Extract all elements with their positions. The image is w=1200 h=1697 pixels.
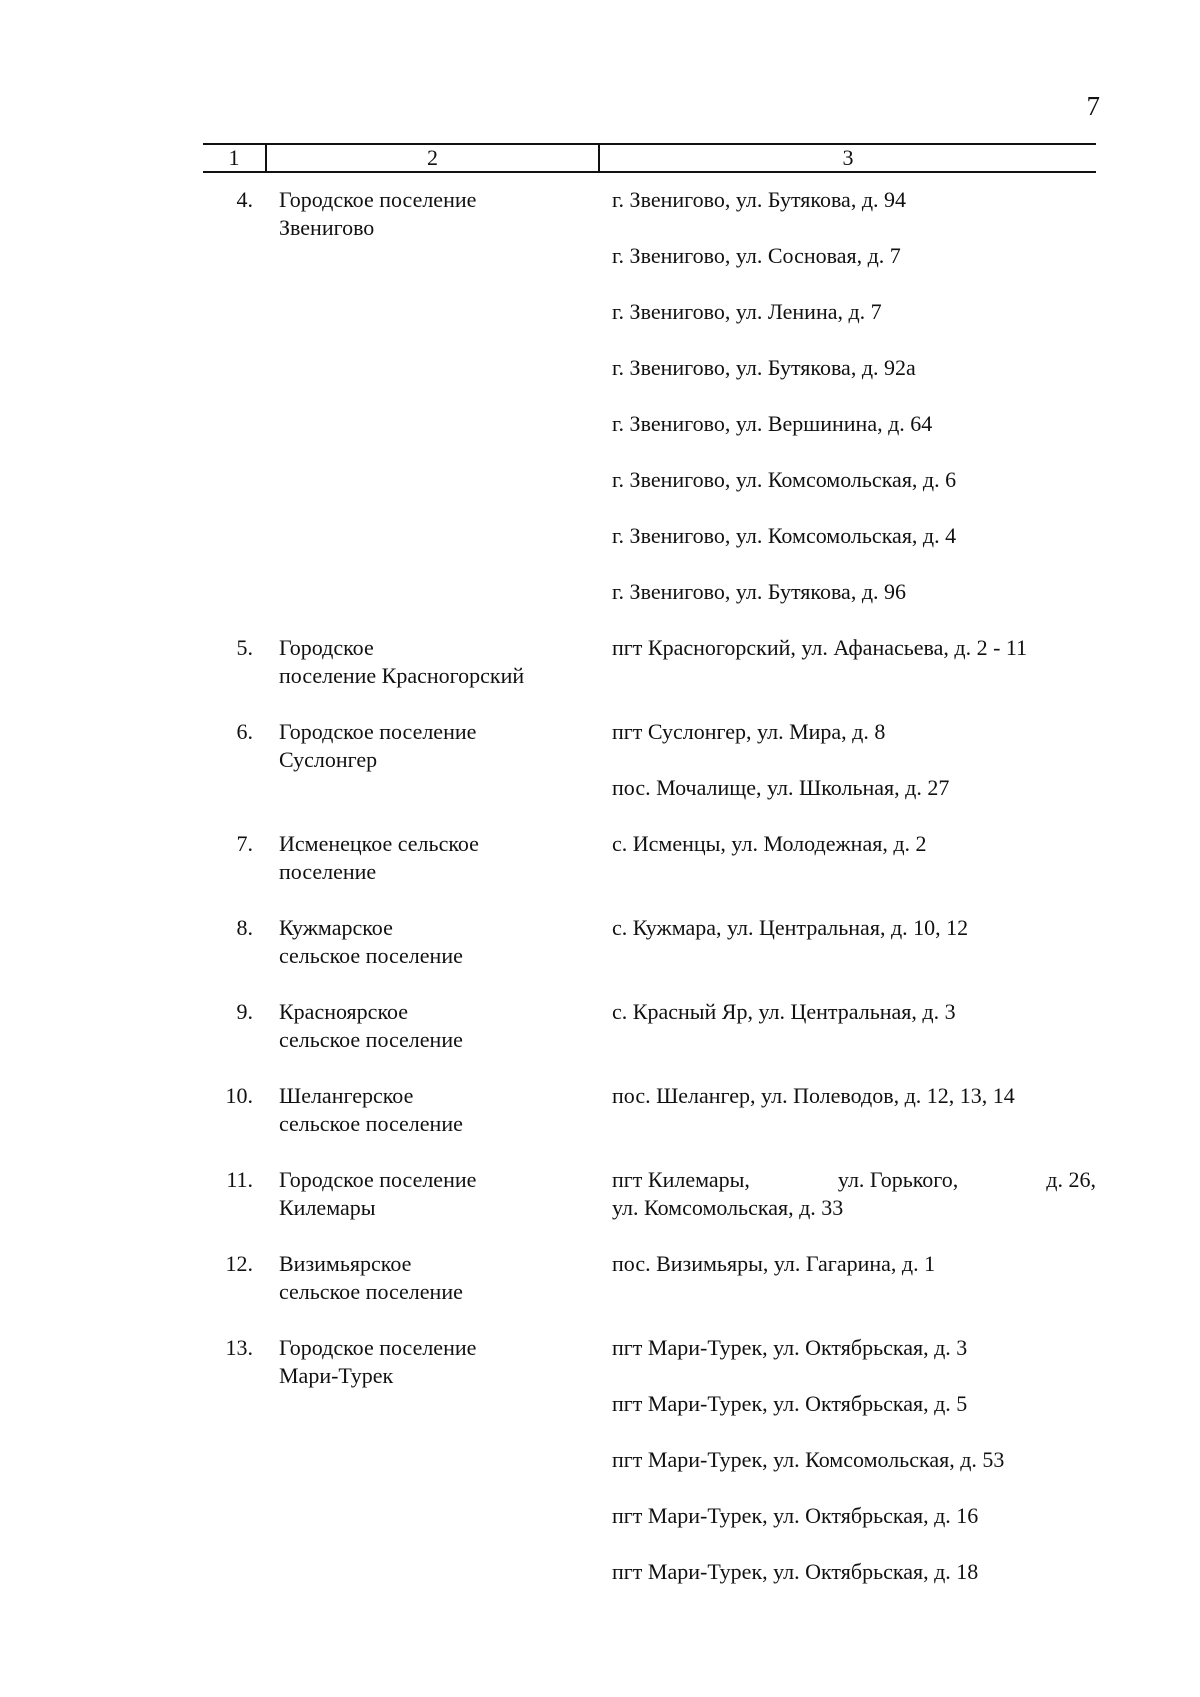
settlement-name bbox=[267, 1334, 600, 1390]
address-line: пгт Мари-Турек, ул. Октябрьская, д. 3 bbox=[612, 1335, 968, 1360]
address-part: д. 26, bbox=[1046, 1167, 1096, 1192]
address-list bbox=[600, 1250, 1096, 1278]
address-line bbox=[612, 1166, 1096, 1194]
table-row bbox=[203, 830, 1096, 886]
row-number: 4. bbox=[236, 187, 253, 212]
address-line: пос. Шелангер, ул. Полеводов, д. 12, 13, 14 bbox=[612, 1083, 1015, 1108]
settlement-name-line: Исменецкое сельское bbox=[279, 831, 479, 856]
row-number: 8. bbox=[236, 915, 253, 940]
address-list bbox=[600, 186, 1096, 606]
settlement-name bbox=[267, 1082, 600, 1138]
settlement-name bbox=[267, 186, 600, 242]
table-row bbox=[203, 186, 1096, 606]
address-line: пос. Мочалище, ул. Школьная, д. 27 bbox=[612, 775, 950, 800]
address-line: пос. Визимьяры, ул. Гагарина, д. 1 bbox=[612, 1251, 936, 1276]
table-header bbox=[203, 143, 1096, 173]
address-list bbox=[600, 1334, 1096, 1586]
settlement-name-line: Визимьярское bbox=[279, 1251, 412, 1276]
address-line: с. Красный Яр, ул. Центральная, д. 3 bbox=[612, 999, 956, 1024]
table-row bbox=[203, 718, 1096, 802]
settlement-name-line: Городское bbox=[279, 635, 374, 660]
table-row bbox=[203, 914, 1096, 970]
address-line: г. Звенигово, ул. Комсомольская, д. 6 bbox=[612, 467, 957, 492]
address-part: ул. Горького, bbox=[837, 1167, 959, 1192]
header-col-1: 1 bbox=[203, 145, 267, 171]
address-part: пгт Килемары, bbox=[612, 1167, 750, 1192]
table-row bbox=[203, 1166, 1096, 1222]
settlement-name-line: Килемары bbox=[279, 1195, 376, 1220]
settlement-name bbox=[267, 998, 600, 1054]
row-number: 5. bbox=[236, 635, 253, 660]
settlement-name-line: поселение Красногорский bbox=[279, 663, 525, 688]
address-line: г. Звенигово, ул. Ленина, д. 7 bbox=[612, 299, 882, 324]
settlement-name-line: Шелангерское bbox=[279, 1083, 414, 1108]
address-line: пгт Красногорский, ул. Афанасьева, д. 2 - 11 bbox=[612, 635, 1028, 660]
address-line: ул. Комсомольская, д. 33 bbox=[612, 1195, 844, 1220]
row-number: 9. bbox=[236, 999, 253, 1024]
header-col-2: 2 bbox=[267, 145, 600, 171]
settlement-name-line: Городское поселение bbox=[279, 719, 477, 744]
settlement-name-line: сельское поселение bbox=[279, 1027, 463, 1052]
address-list bbox=[600, 634, 1096, 662]
settlement-name bbox=[267, 914, 600, 970]
address-line: г. Звенигово, ул. Бутякова, д. 96 bbox=[612, 579, 907, 604]
address-list bbox=[600, 718, 1096, 802]
table-body bbox=[203, 186, 1096, 1614]
address-line: пгт Суслонгер, ул. Мира, д. 8 bbox=[612, 719, 886, 744]
address-line: с. Исменцы, ул. Молодежная, д. 2 bbox=[612, 831, 927, 856]
settlement-name-line: сельское поселение bbox=[279, 1111, 463, 1136]
settlement-name-line: Звенигово bbox=[279, 215, 375, 240]
address-list bbox=[600, 914, 1096, 942]
settlement-name-line: поселение bbox=[279, 859, 377, 884]
settlement-name-line: Мари-Турек bbox=[279, 1363, 394, 1388]
settlement-name-line: Красноярское bbox=[279, 999, 409, 1024]
address-line: г. Звенигово, ул. Бутякова, д. 92а bbox=[612, 355, 916, 380]
settlement-name-line: сельское поселение bbox=[279, 943, 463, 968]
address-line: г. Звенигово, ул. Бутякова, д. 94 bbox=[612, 187, 907, 212]
settlement-name bbox=[267, 634, 600, 690]
address-line: г. Звенигово, ул. Сосновая, д. 7 bbox=[612, 243, 901, 268]
table-row bbox=[203, 1082, 1096, 1138]
table-row bbox=[203, 634, 1096, 690]
address-list bbox=[600, 998, 1096, 1026]
table-row bbox=[203, 1250, 1096, 1306]
settlement-name bbox=[267, 1250, 600, 1306]
address-list bbox=[600, 1082, 1096, 1110]
address-line: пгт Мари-Турек, ул. Октябрьская, д. 16 bbox=[612, 1503, 979, 1528]
settlement-name-line: Кужмарское bbox=[279, 915, 393, 940]
settlement-name-line: Городское поселение bbox=[279, 1167, 477, 1192]
settlement-name bbox=[267, 830, 600, 886]
settlement-name bbox=[267, 718, 600, 774]
table-row bbox=[203, 998, 1096, 1054]
address-list bbox=[600, 830, 1096, 858]
address-line: г. Звенигово, ул. Вершинина, д. 64 bbox=[612, 411, 933, 436]
settlement-name bbox=[267, 1166, 600, 1222]
row-number: 13. bbox=[225, 1335, 253, 1360]
settlement-name-line: Городское поселение bbox=[279, 1335, 477, 1360]
address-line: пгт Мари-Турек, ул. Октябрьская, д. 18 bbox=[612, 1559, 979, 1584]
address-line: с. Кужмара, ул. Центральная, д. 10, 12 bbox=[612, 915, 969, 940]
header-col-3: 3 bbox=[842, 145, 854, 170]
address-line: пгт Мари-Турек, ул. Комсомольская, д. 53 bbox=[612, 1447, 1005, 1472]
table-row bbox=[203, 1334, 1096, 1586]
page-number: 7 bbox=[1086, 91, 1100, 121]
settlement-name-line: сельское поселение bbox=[279, 1279, 463, 1304]
row-number: 11. bbox=[226, 1167, 253, 1192]
row-number: 7. bbox=[236, 831, 253, 856]
address-list bbox=[600, 1166, 1096, 1222]
row-number: 12. bbox=[225, 1251, 253, 1276]
settlement-name-line: Городское поселение bbox=[279, 187, 477, 212]
address-line: пгт Мари-Турек, ул. Октябрьская, д. 5 bbox=[612, 1391, 968, 1416]
row-number: 6. bbox=[236, 719, 253, 744]
row-number: 10. bbox=[225, 1083, 253, 1108]
settlement-name-line: Суслонгер bbox=[279, 747, 378, 772]
address-line: г. Звенигово, ул. Комсомольская, д. 4 bbox=[612, 523, 957, 548]
